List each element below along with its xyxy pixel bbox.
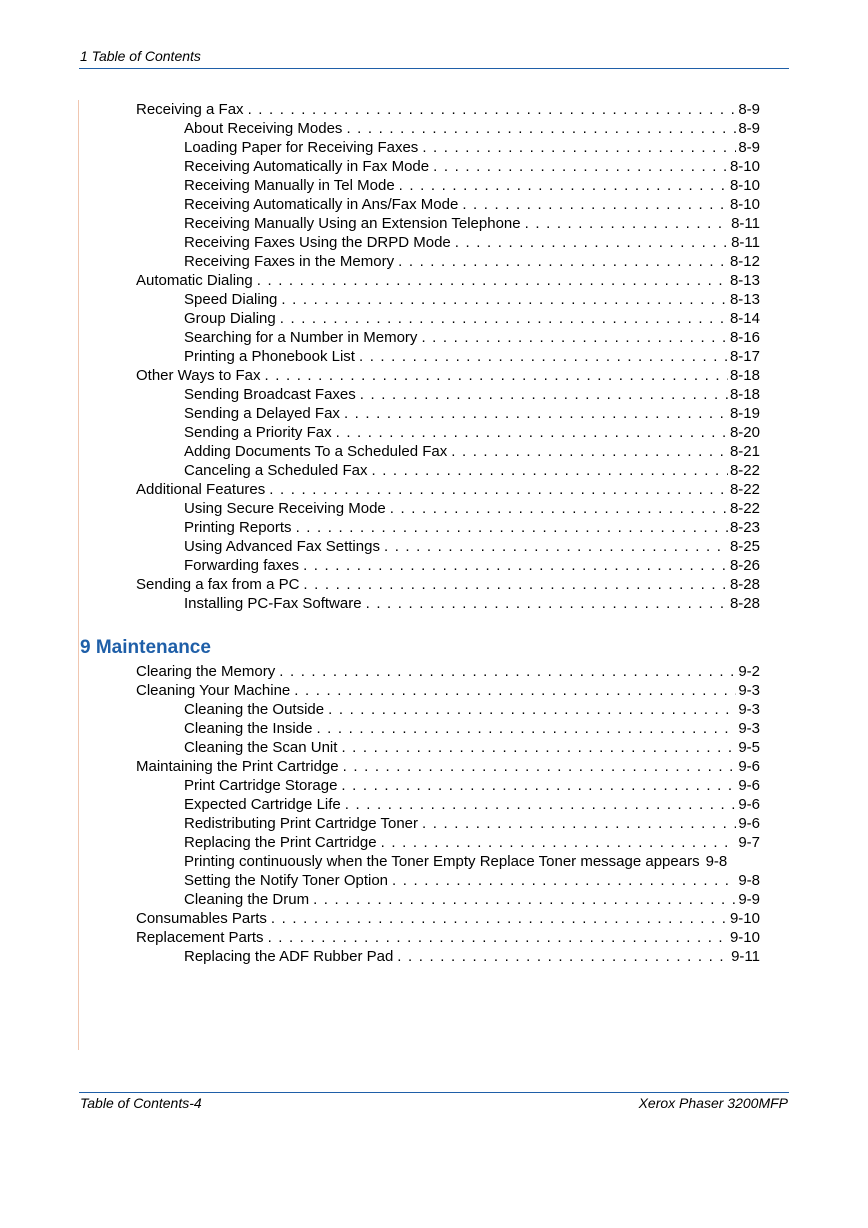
toc-leader-dots bbox=[433, 157, 728, 176]
toc-leader-dots bbox=[344, 404, 728, 423]
toc-entry-page: 8-28 bbox=[729, 576, 760, 593]
toc-entry-page: 8-13 bbox=[729, 291, 760, 308]
toc-entry-title: Sending a fax from a PC bbox=[136, 576, 300, 593]
toc-leader-dots bbox=[525, 214, 729, 233]
toc-entry-page: 8-14 bbox=[729, 310, 760, 327]
footer-divider bbox=[79, 1092, 789, 1093]
toc-leader-dots bbox=[381, 833, 737, 852]
toc-entry-page: 9-8 bbox=[705, 853, 728, 870]
toc-entry-title: Replacement Parts bbox=[136, 929, 264, 946]
toc-entry-page: 8-19 bbox=[729, 405, 760, 422]
toc-entry[interactable] bbox=[184, 404, 760, 423]
toc-leader-dots bbox=[345, 795, 737, 814]
toc-entry-title: Receiving a Fax bbox=[136, 101, 244, 118]
running-header: 1 Table of Contents bbox=[80, 48, 201, 64]
toc-entry[interactable] bbox=[184, 214, 760, 233]
toc-entry-title: Replacing the ADF Rubber Pad bbox=[184, 948, 394, 965]
toc-entry[interactable] bbox=[184, 890, 760, 909]
toc-entry-page: 9-11 bbox=[731, 948, 760, 965]
toc-entry-page: 8-9 bbox=[738, 120, 760, 137]
toc-entry-title: Automatic Dialing bbox=[136, 272, 253, 289]
toc-entry-page: 8-13 bbox=[729, 272, 760, 289]
toc-entry-title: Speed Dialing bbox=[184, 291, 278, 308]
toc-leader-dots bbox=[264, 366, 727, 385]
toc-entry-title: Consumables Parts bbox=[136, 910, 267, 927]
toc-entry-page: 8-10 bbox=[729, 177, 760, 194]
toc-entry[interactable] bbox=[184, 461, 760, 480]
toc-entry[interactable] bbox=[184, 518, 760, 537]
toc-entry[interactable] bbox=[136, 757, 760, 776]
toc-leader-dots bbox=[359, 347, 728, 366]
toc-entry[interactable] bbox=[184, 328, 760, 347]
toc-entry-title: Canceling a Scheduled Fax bbox=[184, 462, 368, 479]
toc-entry-title: Using Secure Receiving Mode bbox=[184, 500, 386, 517]
toc-entry[interactable] bbox=[184, 252, 760, 271]
toc-leader-dots bbox=[268, 928, 728, 947]
toc-entry-title: Replacing the Print Cartridge bbox=[184, 834, 377, 851]
footer-page-label: Table of Contents-4 bbox=[80, 1095, 202, 1111]
toc-entry[interactable] bbox=[184, 423, 760, 442]
toc-leader-dots bbox=[280, 309, 728, 328]
toc-entry-page: 9-10 bbox=[729, 929, 760, 946]
toc-entry[interactable] bbox=[184, 442, 760, 461]
toc-leader-dots bbox=[455, 233, 729, 252]
toc-leader-dots bbox=[296, 518, 728, 537]
toc-entry-title: Receiving Automatically in Ans/Fax Mode bbox=[184, 196, 459, 213]
toc-entry-title: Cleaning the Scan Unit bbox=[184, 739, 338, 756]
toc-entry-title: Adding Documents To a Scheduled Fax bbox=[184, 443, 448, 460]
toc-entry-page: 8-20 bbox=[729, 424, 760, 441]
toc-entry-page: 8-22 bbox=[729, 500, 760, 517]
toc-leader-dots bbox=[313, 890, 736, 909]
toc-entry-page: 9-3 bbox=[738, 720, 760, 737]
toc-leader-dots bbox=[303, 575, 728, 594]
toc-entry-title: Using Advanced Fax Settings bbox=[184, 538, 380, 555]
toc-entry-title: Print Cartridge Storage bbox=[184, 777, 338, 794]
toc-entry-title: Sending Broadcast Faxes bbox=[184, 386, 356, 403]
toc-entry[interactable] bbox=[184, 594, 760, 613]
toc-entry[interactable] bbox=[184, 719, 760, 738]
toc-entry-title: Redistributing Print Cartridge Toner bbox=[184, 815, 419, 832]
toc-entry[interactable] bbox=[136, 662, 760, 681]
toc-entry-page: 8-18 bbox=[729, 386, 760, 403]
toc-entry-title: Sending a Priority Fax bbox=[184, 424, 332, 441]
toc-leader-dots bbox=[346, 119, 736, 138]
toc-entry-title: Setting the Notify Toner Option bbox=[184, 872, 389, 889]
toc-entry-page: 8-18 bbox=[729, 367, 760, 384]
toc-entry[interactable] bbox=[136, 480, 760, 499]
chapter-heading: 9 Maintenance bbox=[80, 637, 211, 658]
toc-entry-page: 8-10 bbox=[729, 196, 760, 213]
toc-entry[interactable] bbox=[184, 499, 760, 518]
toc-entry-title: Receiving Manually in Tel Mode bbox=[184, 177, 395, 194]
toc-leader-dots bbox=[343, 757, 737, 776]
toc-leader-dots bbox=[336, 423, 728, 442]
toc-entry-page: 9-6 bbox=[738, 796, 760, 813]
toc-entry[interactable] bbox=[136, 366, 760, 385]
toc-entry[interactable] bbox=[136, 909, 760, 928]
toc-entry[interactable] bbox=[184, 814, 760, 833]
toc-entry[interactable] bbox=[184, 176, 760, 195]
toc-entry[interactable] bbox=[184, 833, 760, 852]
toc-entry-title: Additional Features bbox=[136, 481, 266, 498]
toc-leader-dots bbox=[341, 776, 736, 795]
footer-product-name: Xerox Phaser 3200MFP bbox=[638, 1095, 788, 1111]
toc-leader-dots bbox=[248, 100, 737, 119]
toc-entry[interactable] bbox=[184, 138, 760, 157]
toc-entry[interactable] bbox=[136, 100, 760, 119]
toc-leader-dots bbox=[328, 700, 736, 719]
toc-entry-page: 8-12 bbox=[729, 253, 760, 270]
toc-leader-dots bbox=[462, 195, 728, 214]
toc-entry[interactable] bbox=[136, 928, 760, 947]
toc-entry-page: 8-23 bbox=[729, 519, 760, 536]
toc-entry-title: Forwarding faxes bbox=[184, 557, 300, 574]
toc-entry[interactable] bbox=[184, 700, 760, 719]
toc-entry-title: Searching for a Number in Memory bbox=[184, 329, 418, 346]
toc-entry[interactable] bbox=[136, 681, 760, 700]
toc-leader-dots bbox=[366, 594, 728, 613]
toc-entry-title: Receiving Faxes in the Memory bbox=[184, 253, 395, 270]
toc-entry[interactable] bbox=[184, 537, 760, 556]
toc-entry[interactable] bbox=[184, 738, 760, 757]
toc-leader-dots bbox=[384, 537, 728, 556]
toc-entry-page: 8-26 bbox=[729, 557, 760, 574]
toc-entry[interactable] bbox=[136, 575, 760, 594]
toc-entry-page: 8-21 bbox=[729, 443, 760, 460]
toc-entry-page: 9-5 bbox=[738, 739, 760, 756]
toc-entry[interactable] bbox=[184, 947, 760, 966]
toc-entry-title: Printing Reports bbox=[184, 519, 292, 536]
toc-entry-page: 9-7 bbox=[738, 834, 760, 851]
toc-entry[interactable] bbox=[184, 195, 760, 214]
toc-entry-title: Receiving Faxes Using the DRPD Mode bbox=[184, 234, 451, 251]
toc-entry-page: 8-9 bbox=[738, 139, 760, 156]
toc-entry-title: Cleaning the Inside bbox=[184, 720, 313, 737]
toc-leader-dots bbox=[316, 719, 736, 738]
toc-entry-title: Maintaining the Print Cartridge bbox=[136, 758, 339, 775]
toc-entry-page: 8-9 bbox=[738, 101, 760, 118]
toc-leader-dots bbox=[390, 499, 728, 518]
toc-leader-dots bbox=[451, 442, 728, 461]
toc-entry-page: 8-25 bbox=[729, 538, 760, 555]
toc-entry-title: Sending a Delayed Fax bbox=[184, 405, 340, 422]
toc-entry[interactable] bbox=[184, 556, 760, 575]
toc-entry-page: 8-11 bbox=[731, 215, 760, 232]
toc-entry-title: Cleaning Your Machine bbox=[136, 682, 291, 699]
toc-entry-title: Group Dialing bbox=[184, 310, 276, 327]
toc-entry-title: Installing PC-Fax Software bbox=[184, 595, 362, 612]
toc-leader-dots bbox=[392, 871, 736, 890]
toc-entry[interactable] bbox=[184, 157, 760, 176]
toc-entry-page: 9-6 bbox=[738, 815, 760, 832]
toc-entry-page: 8-17 bbox=[729, 348, 760, 365]
toc-entry-page: 9-6 bbox=[738, 758, 760, 775]
toc-entry[interactable] bbox=[184, 871, 760, 890]
toc-leader-dots bbox=[421, 328, 728, 347]
toc-entry-title: Expected Cartridge Life bbox=[184, 796, 341, 813]
toc-entry[interactable] bbox=[184, 309, 760, 328]
toc-entry-page: 9-10 bbox=[729, 910, 760, 927]
toc-leader-dots bbox=[371, 461, 728, 480]
toc-entry-title: Cleaning the Outside bbox=[184, 701, 325, 718]
toc-entry-page: 8-16 bbox=[729, 329, 760, 346]
toc-entry-page: 9-8 bbox=[738, 872, 760, 889]
toc-entry-page: 8-10 bbox=[729, 158, 760, 175]
toc-entry[interactable] bbox=[136, 271, 760, 290]
toc-entry-title: Loading Paper for Receiving Faxes bbox=[184, 139, 419, 156]
toc-entry-title: Receiving Manually Using an Extension Telephone bbox=[184, 215, 521, 232]
toc-leader-dots bbox=[279, 662, 736, 681]
toc-entry-page: 8-28 bbox=[729, 595, 760, 612]
toc-entry-page: 8-11 bbox=[731, 234, 760, 251]
toc-entry[interactable] bbox=[184, 385, 760, 404]
toc-entry[interactable] bbox=[184, 233, 760, 252]
toc-entry[interactable] bbox=[184, 290, 760, 309]
toc-leader-dots bbox=[341, 738, 736, 757]
toc-leader-dots bbox=[422, 138, 736, 157]
toc-leader-dots bbox=[422, 814, 736, 833]
toc-entry-title: Receiving Automatically in Fax Mode bbox=[184, 158, 430, 175]
toc-leader-dots bbox=[294, 681, 736, 700]
toc-entry-page: 9-3 bbox=[738, 701, 760, 718]
toc-leader-dots bbox=[303, 556, 728, 575]
toc-entry-page: 8-22 bbox=[729, 481, 760, 498]
toc-entry-page: 9-9 bbox=[738, 891, 760, 908]
header-divider bbox=[79, 68, 789, 69]
toc-entry-title: Printing a Phonebook List bbox=[184, 348, 355, 365]
toc-leader-dots bbox=[398, 252, 728, 271]
toc-leader-dots bbox=[269, 480, 728, 499]
toc-entry-page: 9-6 bbox=[738, 777, 760, 794]
toc-entry[interactable] bbox=[184, 776, 760, 795]
toc-leader-dots bbox=[281, 290, 728, 309]
toc-entry[interactable] bbox=[184, 347, 760, 366]
toc-entry[interactable] bbox=[184, 852, 727, 871]
toc-entry-title: Cleaning the Drum bbox=[184, 891, 310, 908]
toc-entry[interactable] bbox=[184, 119, 760, 138]
toc-leader-dots bbox=[399, 176, 728, 195]
toc-leader-dots bbox=[360, 385, 728, 404]
toc-entry-page: 9-2 bbox=[738, 663, 760, 680]
toc-entry-page: 8-22 bbox=[729, 462, 760, 479]
toc-leader-dots bbox=[397, 947, 729, 966]
toc-entry-page: 9-3 bbox=[738, 682, 760, 699]
margin-rule bbox=[78, 100, 79, 1050]
toc-entry-title: Printing continuously when the Toner Empty Replace Toner message appears bbox=[184, 853, 700, 870]
toc-leader-dots bbox=[257, 271, 728, 290]
toc-entry-title: Other Ways to Fax bbox=[136, 367, 261, 384]
toc-entry-title: About Receiving Modes bbox=[184, 120, 343, 137]
toc-entry[interactable] bbox=[184, 795, 760, 814]
toc-entry-title: Clearing the Memory bbox=[136, 663, 276, 680]
toc-leader-dots bbox=[271, 909, 728, 928]
